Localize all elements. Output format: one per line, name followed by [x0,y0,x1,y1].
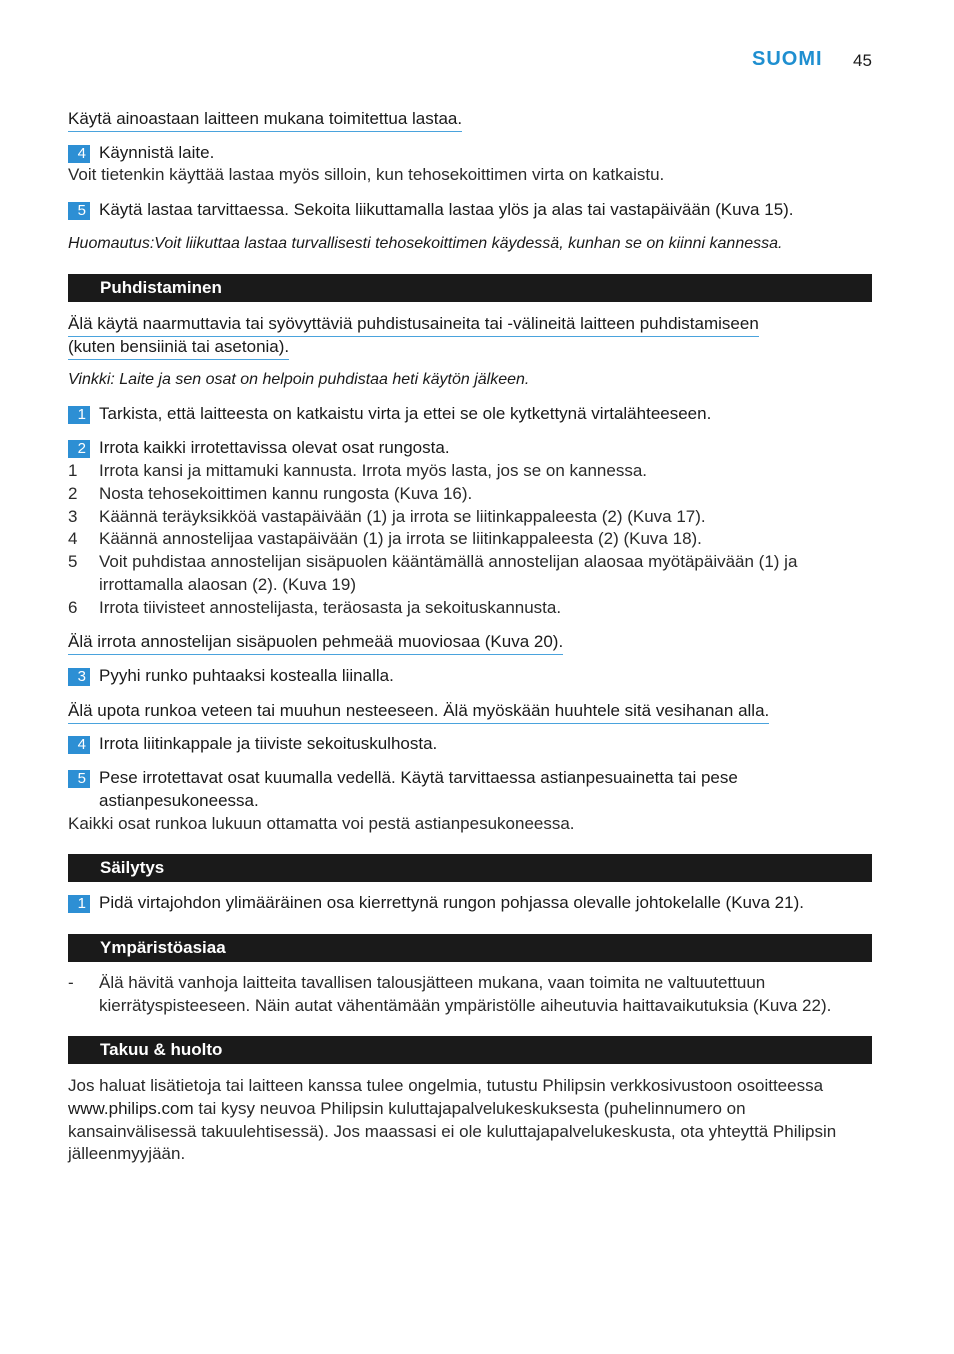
cleaning-warning-line1: Älä käytä naarmuttavia tai syövyttäviä puhdistusaineita tai -välineitä laitteen puhdistamiseen [68,313,759,337]
section-title: Ympäristöasiaa [100,938,226,957]
substep-text: Irrota tiivisteet annostelijasta, teräosasta ja sekoituskannusta. [99,598,562,617]
step-text-cont: astianpesukoneessa. [99,791,259,810]
substep-text: Voit puhdistaa annostelijan sisäpuolen kääntämällä annostelijan alaosaa myötäpäivään (1) ja [99,552,798,571]
step-text: Tarkista, että laitteesta on katkaistu virta ja ettei se ole kytkettynä virtalähteeseen. [99,404,712,423]
substep-number: 2 [68,484,78,503]
step-number: 1 [68,895,90,913]
section-header-cleaning [68,274,872,302]
substep-number: 6 [68,598,78,617]
section-title: Puhdistaminen [100,278,222,297]
section-title: Säilytys [100,858,165,877]
section-header-storage [68,854,872,882]
step-number: 1 [68,406,90,424]
step-text: Pyyhi runko puhtaaksi kostealla liinalla. [99,666,394,685]
substep-text: Käännä annostelijaa vastapäivään (1) ja irrota se liitinkappaleesta (2) (Kuva 18). [99,529,702,548]
cleaning-warning-line2: (kuten bensiiniä tai asetonia). [68,336,289,360]
step-text: Käytä lastaa tarvittaessa. Sekoita liikuttamalla lastaa ylös ja alas tai vastapäivään (Kuva 15). [99,200,794,219]
step-number: 5 [68,202,90,220]
language-label: SUOMI [752,48,823,70]
bullet: - [68,973,74,992]
substep-number: 5 [68,552,78,571]
step-number: 4 [68,736,90,754]
cleaning-warning3: Älä upota runkoa veteen tai muuhun nesteeseen. Älä myöskään huuhtele sitä vesihanan alla. [68,700,769,724]
note-text: Huomautus:Voit liikuttaa lastaa turvallisesti tehosekoittimen käydessä, kunhan se on kiinni kannessa. [68,235,783,252]
cleaning-note: Kaikki osat runkoa lukuun ottamatta voi pestä astianpesukoneessa. [68,814,575,833]
section-title: Takuu & huolto [100,1040,223,1059]
step-text: Pese irrotettavat osat kuumalla vedellä. Käytä tarvittaessa astianpesuainetta tai pese [99,768,738,787]
section-header-environment [68,934,872,962]
substep-number: 4 [68,529,78,548]
step-number: 2 [68,440,90,458]
substep-number: 3 [68,507,78,526]
step-number: 3 [68,668,90,686]
step-note: Voit tietenkin käyttää lastaa myös silloin, kun tehosekoittimen virta on katkaistu. [68,165,665,184]
step-number: 4 [68,145,90,163]
warranty-text: Jos haluat lisätietoja tai laitteen kanssa tulee ongelmia, tutustu Philipsin verkkosivustoon osoitteessa [68,1076,824,1095]
step-text: Käynnistä laite. [99,143,215,162]
step-text: Irrota kaikki irrotettavissa olevat osat rungosta. [99,438,450,457]
page-number: 45 [853,51,872,70]
substep-text-cont: irrottamalla alaosan (2). (Kuva 19) [99,575,357,594]
cleaning-warning2: Älä irrota annostelijan sisäpuolen pehmeää muoviosaa (Kuva 20). [68,631,563,655]
environment-text: Älä hävitä vanhoja laitteita tavallisen talousjätteen mukana, vaan toimita ne valtuutettuun [99,973,766,992]
warranty-text: kansainvälisessä takuulehtisessä). Jos maassasi ei ole kuluttajapalvelukeskusta, ota yhteyttä Philipsin [68,1122,837,1141]
philips-website-link[interactable]: www.philips.com [68,1099,194,1118]
substep-text: Irrota kansi ja mittamuki kannusta. Irrota myös lasta, jos se on kannessa. [99,461,648,480]
section-header-warranty [68,1036,872,1064]
warranty-text-line2 [68,1098,746,1120]
step-number: 5 [68,770,90,788]
substep-number: 1 [68,461,78,480]
substep-text: Nosta tehosekoittimen kannu rungosta (Kuva 16). [99,484,473,503]
warranty-text-rest: tai kysy neuvoa Philipsin kuluttajapalvelukeskuksesta (puhelinnumero on [193,1099,746,1118]
step-text: Irrota liitinkappale ja tiiviste sekoituskulhosta. [99,734,438,753]
intro-warning: Käytä ainoastaan laitteen mukana toimitettua lastaa. [68,108,462,132]
environment-text-cont: kierrätyspisteeseen. Näin autat vähentämään ympäristölle aiheutuvia haittavaikutuksia (Kuva 22). [99,996,832,1015]
warranty-text: jälleenmyyjään. [68,1144,186,1163]
tip-text: Vinkki: Laite ja sen osat on helpoin puhdistaa heti käytön jälkeen. [68,371,530,388]
step-text: Pidä virtajohdon ylimääräinen osa kierrettynä rungon pohjassa olevalle johtokelalle (Kuva 21). [99,893,804,912]
substep-text: Käännä teräyksikköä vastapäivään (1) ja irrota se liitinkappaleesta (2) (Kuva 17). [99,507,706,526]
